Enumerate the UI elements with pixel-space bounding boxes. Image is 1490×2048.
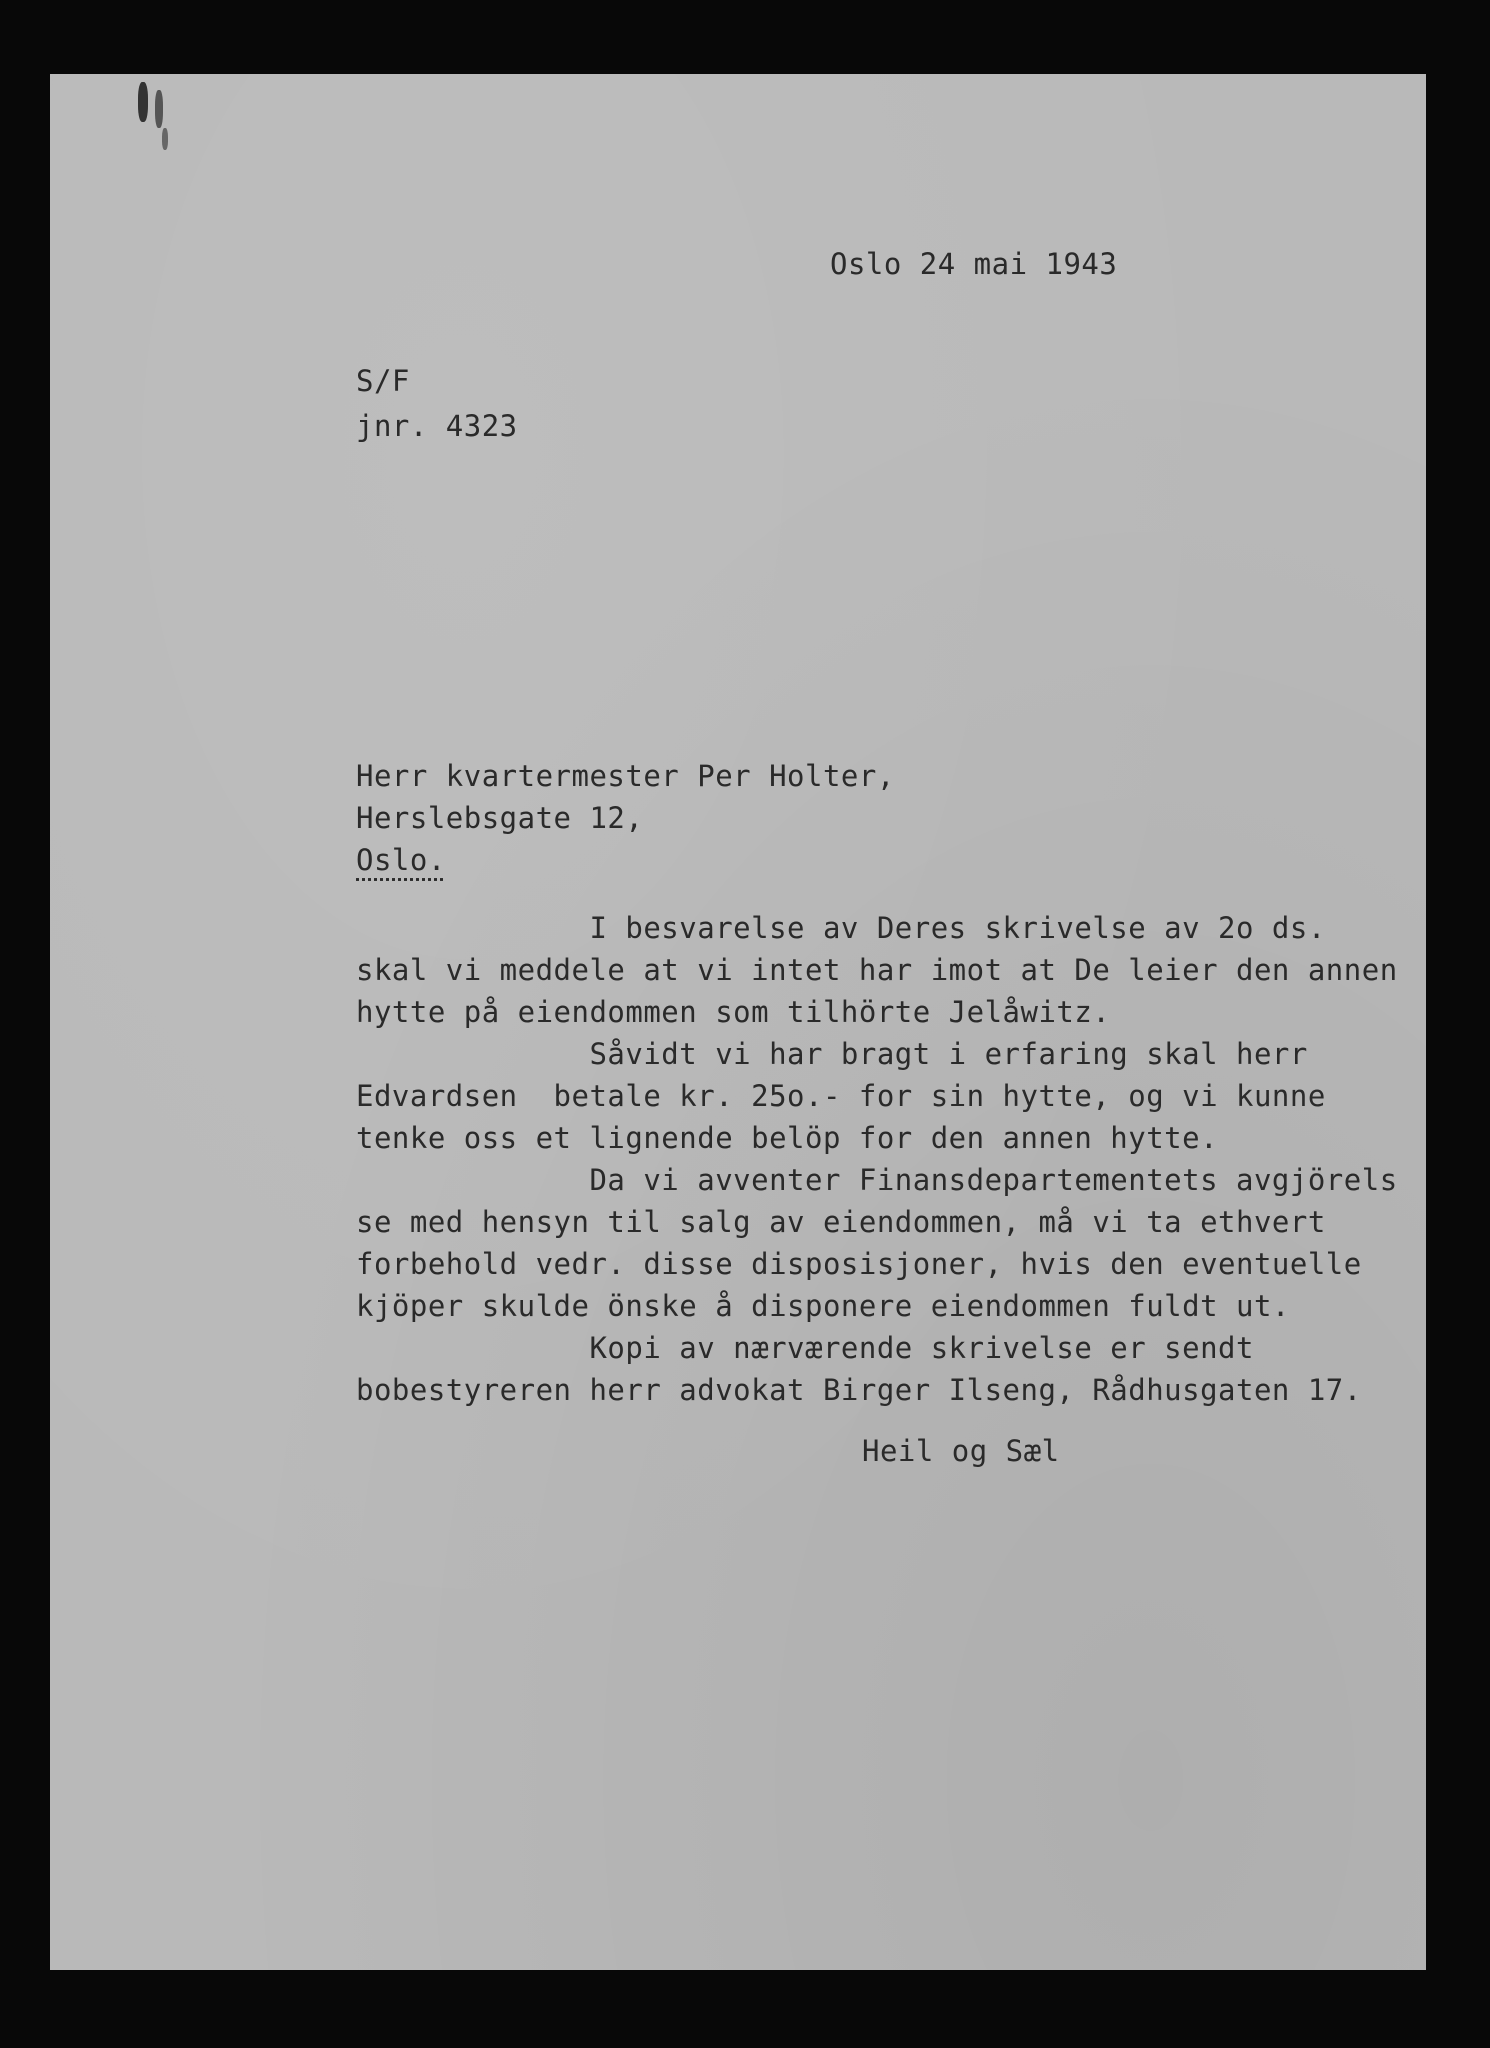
punch-hole-mark	[155, 90, 163, 128]
body-line: Kopi av nærværende skrivelse er sendt	[356, 1331, 1254, 1365]
body-line: Da vi avventer Finansdepartementets avgjörels	[356, 1163, 1398, 1197]
body-line: kjöper skulde önske å disponere eiendommen fuldt ut.	[356, 1289, 1290, 1323]
body-line: forbehold vedr. disse disposisjoner, hvis den eventuelle	[356, 1247, 1362, 1281]
body-line: bobestyreren herr advokat Birger Ilseng, Rådhusgaten 17.	[356, 1373, 1362, 1407]
recipient-street: Herslebsgate 12,	[356, 801, 644, 835]
reference-code: S/F	[356, 364, 410, 398]
journal-number: jnr. 4323	[356, 409, 518, 443]
body-line: skal vi meddele at vi intet har imot at De leier den annen	[356, 953, 1398, 987]
punch-hole-mark	[138, 82, 148, 122]
body-line: Edvardsen betale kr. 25o.- for sin hytte, og vi kunne	[356, 1079, 1326, 1113]
body-line: se med hensyn til salg av eiendommen, må vi ta ethvert	[356, 1205, 1326, 1239]
punch-hole-mark	[162, 128, 168, 150]
closing-salutation: Heil og Sæl	[862, 1434, 1060, 1468]
letter-date: Oslo 24 mai 1943	[830, 247, 1118, 281]
recipient-name: Herr kvartermester Per Holter,	[356, 759, 895, 793]
body-line: tenke oss et lignende belöp for den annen hytte.	[356, 1121, 1219, 1155]
body-line: Såvidt vi har bragt i erfaring skal herr	[356, 1037, 1308, 1071]
body-line: hytte på eiendommen som tilhörte Jelåwitz.	[356, 995, 1111, 1029]
recipient-city: Oslo.	[356, 843, 446, 877]
body-line: I besvarelse av Deres skrivelse av 2o ds.	[356, 911, 1326, 945]
